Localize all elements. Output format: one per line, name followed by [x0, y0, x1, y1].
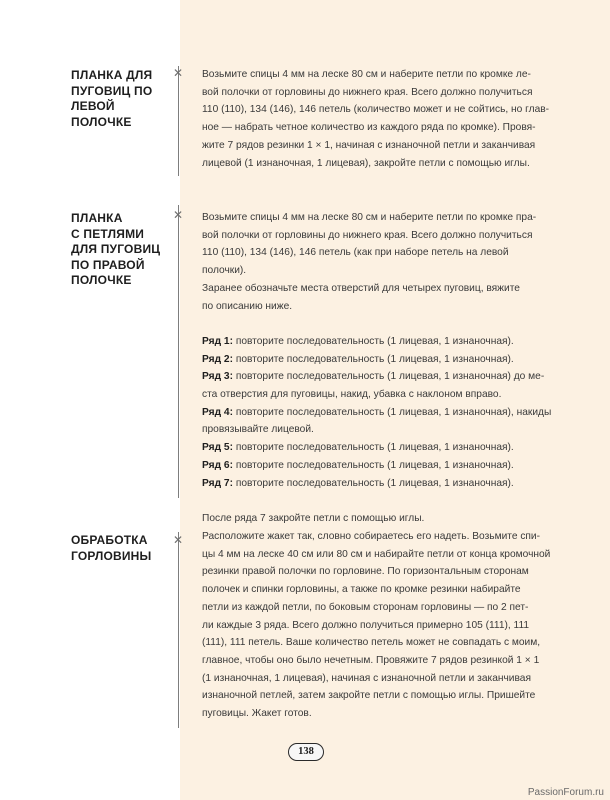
- row-instruction: Ряд 7: повторите последовательность (1 лицевая, 1 изнаночная).: [202, 477, 514, 489]
- cross-mark-icon: ✕: [172, 533, 184, 547]
- cross-mark-icon: ✕: [172, 208, 184, 222]
- section-heading-neckline: ОБРАБОТКА ГОРЛОВИНЫ: [71, 533, 152, 563]
- row-instruction: Ряд 5: повторите последовательность (1 лицевая, 1 изнаночная).: [202, 442, 514, 454]
- row-instructions: [202, 333, 552, 492]
- section-heading-left-placket: ПЛАНКА ДЛЯ ПУГОВИЦ ПО ЛЕВОЙ ПОЛОЧКЕ: [71, 68, 153, 129]
- divider-line-1: [178, 66, 179, 176]
- row-instruction: Ряд 3: повторите последовательность (1 лицевая, 1 изнаночная) до ме- ста отверстия для пуговицы, накид, убавка с наклоном вправо.: [202, 371, 545, 401]
- section-heading-right-placket: ПЛАНКА С ПЕТЛЯМИ ДЛЯ ПУГОВИЦ ПО ПРАВОЙ ПОЛОЧКЕ: [71, 211, 161, 287]
- closing-instruction: После ряда 7 закройте петли с помощью иглы.: [202, 512, 425, 524]
- section-body-left-placket: Возьмите спицы 4 мм на леске 80 см и наберите петли по кромке ле- вой полочки от горловины до нижнего края. Всего должно получиться 110 (110), 134 (146), 146 петель (количество может и не сойтись, но глав- ное — набрать четное количество из каждого ряда по кромке). Провя- жите 7 рядов резинки 1 × 1, начиная с изнаночной петли и заканчивая лицевой (1 изнаночная, 1 лицевая), закройте петли с помощью иглы.: [202, 69, 550, 169]
- section-body-neckline: Расположите жакет так, словно собираетесь его надеть. Возьмите спи- цы 4 мм на леске 40 см или 80 см и набирайте петли от конца кромочной резинки правой полочки по горловине. По горизонтальным сторонам полочек и спинки горловины, а также по кромке резинки набирайте петли из каждой петли, по боковым сторонам горловины — по 2 пет- ли каждые 3 ряда. Всего должно получиться примерно 105 (111), 111 (111), 111 петель. Ваше количество петель может не совпадать с моим, главное, чтобы оно было нечетным. Провяжите 7 рядов резинкой 1 × 1 (1 изнаночная, 1 лицевая), начиная с изнаночной петли и заканчивая изнаночной петлей, затем закройте петли с помощью иглы. Пришейте пуговицы. Жакет готов.: [202, 531, 551, 720]
- divider-line-2: [178, 205, 179, 498]
- row-instruction: Ряд 2: повторите последовательность (1 лицевая, 1 изнаночная).: [202, 353, 514, 365]
- cross-mark-icon: ✕: [172, 66, 184, 80]
- divider-line-3: [178, 532, 179, 728]
- page-number: 138: [288, 743, 324, 761]
- row-instruction: Ряд 4: повторите последовательность (1 лицевая, 1 изнаночная), накиды провязывайте лицевой.: [202, 406, 552, 436]
- row-instruction: Ряд 6: повторите последовательность (1 лицевая, 1 изнаночная).: [202, 459, 514, 471]
- watermark: PassionForum.ru: [527, 787, 604, 798]
- section-body-right-placket: Возьмите спицы 4 мм на леске 80 см и наберите петли по кромке пра- вой полочки от горловины до нижнего края. Всего должно получиться 110 (110), 134 (146), 146 петель (как при наборе петель на левой полочки). Заранее обозначьте места отверстий для четырех пуговиц, вяжите по описанию ниже. Ряд 1: повторите последовательность (1 лицевая, 1 изнаночная). Ряд 2: повторите последовательность (1 лицевая, 1 изнаночная). Ряд 3: повторите последовательность (1 лицевая, 1 изнаночная) до ме- ста отверстия для пуговицы, накид, убавка с наклоном вправо. Ряд 4: повторите последовательность (1 лицевая, 1 изнаночная), накиды провязывайте лицевой. Ряд 5: повторите последовательность (1 лицевая, 1 изнаночная). Ряд 6: повторите последовательность (1 лицевая, 1 изнаночная). Ряд 7: повторите последовательность (1 лицевая, 1 изнаночная). После ряда 7 закройте петли с помощью иглы.: [202, 209, 552, 528]
- row-instruction: Ряд 1: повторите последовательность (1 лицевая, 1 изнаночная).: [202, 335, 514, 347]
